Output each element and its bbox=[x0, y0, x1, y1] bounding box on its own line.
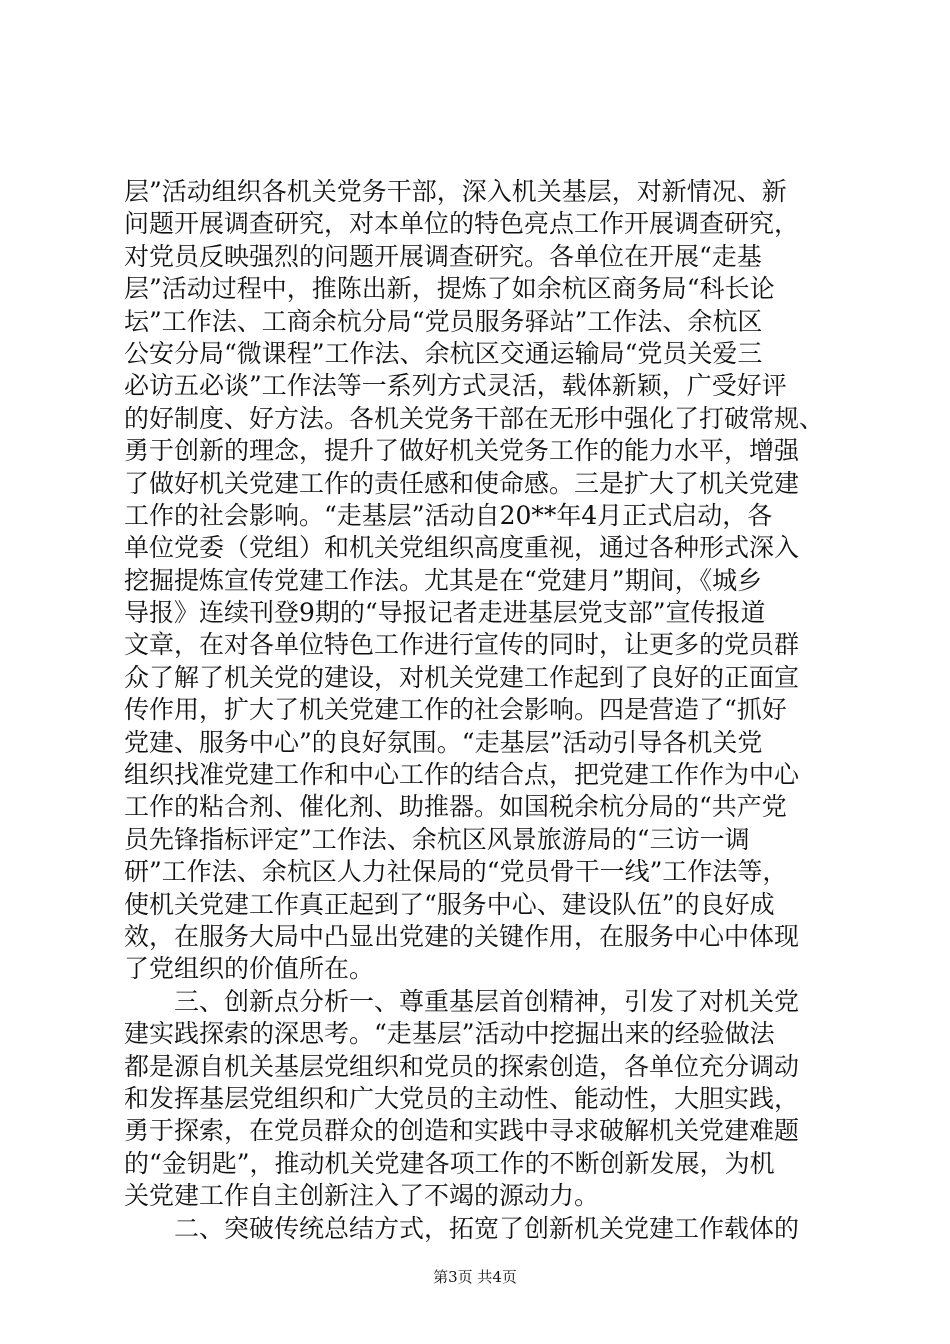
text-line: 工作的粘合剂、催化剂、助推器。如国税余杭分局的“共产党 bbox=[124, 792, 787, 822]
text-line: 使机关党建工作真正起到了“服务中心、建设队伍”的良好成 bbox=[124, 889, 775, 919]
text-line: 和发挥基层党组织和广大党员的主动性、能动性，大胆实践， bbox=[124, 1083, 800, 1113]
text-line: 效，在服务大局中凸显出党建的关键作用，在服务中心中体现 bbox=[124, 921, 800, 951]
text-line: 坛”工作法、工商余杭分局“党员服务驿站”工作法、余杭区 bbox=[124, 306, 763, 336]
text-line: 研”工作法、余杭区人力社保局的“党员骨干一线”工作法等， bbox=[124, 857, 788, 887]
paragraph-start-line: 三、创新点分析一、尊重基层首创精神，引发了对机关党 bbox=[124, 986, 800, 1016]
text-line: 问题开展调查研究，对本单位的特色亮点工作开展调查研究， bbox=[124, 209, 800, 239]
text-line: 层”活动过程中，推陈出新，提炼了如余杭区商务局“科长论 bbox=[124, 274, 775, 304]
text-line: 勇于创新的理念，提升了做好机关党务工作的能力水平，增强 bbox=[124, 436, 800, 466]
text-line: 对党员反映强烈的问题开展调查研究。各单位在开展“走基 bbox=[124, 241, 762, 271]
text-line: 导报》连续刊登9期的“导报记者走进基层党支部”宣传报道 bbox=[124, 598, 766, 628]
text-line: 组织找准党建工作和中心工作的结合点，把党建工作作为中心 bbox=[124, 760, 800, 790]
body-text bbox=[124, 176, 836, 1245]
text-line: 层”活动组织各机关党务干部，深入机关基层，对新情况、新 bbox=[124, 177, 787, 206]
text-line: 的好制度、好方法。各机关党务干部在无形中强化了打破常规、 bbox=[124, 403, 825, 433]
text-line: 挖掘提炼宣传党建工作法。尤其是在“党建月”期间，《城乡 bbox=[124, 565, 763, 595]
text-line: 必访五必谈”工作法等一系列方式灵活，载体新颖，广受好评 bbox=[124, 371, 787, 401]
text-line: 传作用，扩大了机关党建工作的社会影响。四是营造了“抓好 bbox=[124, 695, 787, 725]
text-line: 的“金钥匙”，推动机关党建各项工作的不断创新发展，为机 bbox=[124, 1148, 775, 1178]
text-line: 员先锋指标评定”工作法、余杭区风景旅游局的“三访一调 bbox=[124, 824, 750, 854]
text-line: 工作的社会影响。“走基层”活动自20**年4月正式启动，各 bbox=[124, 500, 773, 530]
text-line: 单位党委（党组）和机关党组织高度重视，通过各种形式深入 bbox=[124, 533, 800, 563]
text-line: 了做好机关党建工作的责任感和使命感。三是扩大了机关党建 bbox=[124, 468, 800, 498]
text-line: 建实践探索的深思考。“走基层”活动中挖掘出来的经验做法 bbox=[124, 1019, 775, 1049]
text-line: 公安分局“微课程”工作法、余杭区交通运输局“党员关爱三 bbox=[124, 338, 763, 368]
page-number-footer: 第3页 共4页 bbox=[433, 1268, 517, 1286]
paragraph-start-line: 二、突破传统总结方式，拓宽了创新机关党建工作载体的 bbox=[124, 1213, 800, 1243]
text-line: 勇于探索，在党员群众的创造和实践中寻求破解机关党建难题 bbox=[124, 1116, 800, 1146]
text-line: 文章，在对各单位特色工作进行宣传的同时，让更多的党员群 bbox=[124, 630, 800, 660]
text-line: 关党建工作自主创新注入了不竭的源动力。 bbox=[124, 1181, 600, 1211]
text-line: 众了解了机关党的建设，对机关党建工作起到了良好的正面宣 bbox=[124, 662, 800, 692]
text-line: 都是源自机关基层党组织和党员的探索创造，各单位充分调动 bbox=[124, 1051, 800, 1081]
text-line: 了党组织的价值所在。 bbox=[124, 954, 375, 984]
text-line: 党建、服务中心”的良好氛围。“走基层”活动引导各机关党 bbox=[124, 727, 763, 757]
